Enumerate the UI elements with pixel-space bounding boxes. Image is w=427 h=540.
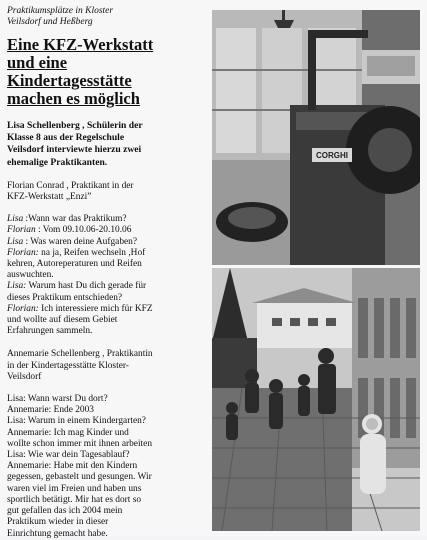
interview-1-line	[7, 225, 209, 236]
interview-2-heading-line-1: Annemarie Schellenberg , Praktikantin	[7, 349, 153, 360]
interview-2-line: Lisa: Wie war dein Tagesablauf?	[7, 450, 130, 461]
line-text: : Vom 09.10.06-20.10.06	[35, 225, 132, 236]
interview-1-line	[7, 259, 209, 270]
interview-2-line: Einrichtung gemacht habe.	[7, 528, 108, 539]
garage-photo-illustration	[212, 10, 420, 265]
interview-2-heading-line-3: Veilsdorf	[7, 371, 42, 382]
kindergarten-photo-illustration	[212, 268, 420, 531]
line-text: Warum hast Du dich gerade für	[26, 281, 147, 292]
article-title	[7, 36, 209, 108]
title-line-1: Eine KFZ-Werkstatt	[7, 35, 154, 54]
interview-2-line: gegessen, gebastelt und gesungen. Wir	[7, 472, 152, 483]
intro-line-1: Lisa Schellenberg , Schülerin der	[7, 120, 143, 131]
interview-2-body	[7, 394, 209, 540]
interview-2-line: Annemarie: Ende 2003	[7, 405, 94, 416]
interview-1-line	[7, 304, 209, 315]
title-line-4: machen es möglich	[7, 89, 140, 108]
interview-1-line	[7, 326, 209, 337]
interview-1-line	[7, 293, 209, 304]
interview-2-heading-line-2: in der Kindertagesstätte Kloster-	[7, 360, 129, 371]
line-text: na ja, Reifen wechseln ,Hof	[38, 247, 146, 258]
speaker-label: Lisa:	[7, 281, 27, 292]
header-line-2: Veilsdorf und Heßberg	[7, 17, 93, 27]
interview-1-line	[7, 237, 209, 248]
speaker-label: Lisa	[7, 214, 24, 225]
kindergarten-photo	[212, 268, 420, 531]
speaker-label: Florian:	[7, 303, 39, 314]
line-text: Ich interessiere mich für KFZ	[38, 303, 153, 314]
interview-2-line: Lisa: Wann warst Du dort?	[7, 394, 108, 405]
garage-photo	[212, 10, 420, 265]
machine-brand-label: CORGHI	[316, 151, 348, 160]
interview-1-line	[7, 248, 209, 259]
interview-1-heading-line-2: KFZ-Werkstatt „Enzi”	[7, 192, 92, 203]
speaker-label: Florian	[7, 225, 36, 236]
line-text: : Was waren deine Aufgaben?	[23, 236, 138, 247]
header-line-1: Praktikumsplätze in Kloster	[7, 6, 114, 16]
intro-paragraph	[7, 120, 209, 169]
interview-1-line	[7, 214, 209, 225]
intro-line-4: ehemalige Praktikanten.	[7, 156, 108, 168]
line-text: Erfahrungen sammeln.	[7, 326, 93, 337]
interview-1-line	[7, 270, 209, 281]
interview-1-line	[7, 281, 209, 292]
interview-2-line: wollte schon immer mit ihnen arbeiten	[7, 438, 153, 449]
interview-2-line: gut gefallen das ich 2004 mein	[7, 506, 123, 517]
line-text: :Wann war das Praktikum?	[23, 214, 127, 225]
intro-line-2: Klasse 8 aus der Regelschule	[7, 132, 125, 144]
interview-2-line: waren viel im Freien und haben uns	[7, 483, 142, 494]
speaker-label: Lisa	[7, 236, 24, 247]
interview-2-line: Lisa: Warum in einem Kindergarten?	[7, 416, 146, 427]
intro-line-3: Veilsdorf interviewte hierzu zwei	[7, 144, 142, 156]
line-text: auswuchten.	[7, 270, 54, 281]
interview-2-line: Praktikum wieder in dieser	[7, 517, 109, 528]
interview-1-heading-line-1: Florian Conrad , Praktikant in der	[7, 180, 134, 191]
interview-2-heading	[7, 349, 209, 383]
interview-1-body	[7, 214, 209, 337]
text-column	[7, 6, 209, 540]
title-line-3: Kindertagesstätte	[7, 71, 132, 90]
interview-2-line: Annemarie: Habe mit den Kindern	[7, 461, 138, 472]
interview-2-line: sportlich betätigt. Mir hat es dort so	[7, 494, 142, 505]
line-text: dieses Praktikum entschieden?	[7, 292, 123, 303]
interview-2-line: Annemarie: Ich mag Kinder und	[7, 427, 129, 438]
title-line-2: und eine	[7, 53, 68, 72]
header-caption	[7, 6, 209, 28]
interview-1-line	[7, 315, 209, 326]
interview-1-heading	[7, 181, 209, 203]
speaker-label: Florian:	[7, 247, 39, 258]
line-text: kehren, Autoreperaturen und Reifen	[7, 259, 142, 270]
line-text: und wollte auf diesem Gebiet	[7, 315, 118, 326]
